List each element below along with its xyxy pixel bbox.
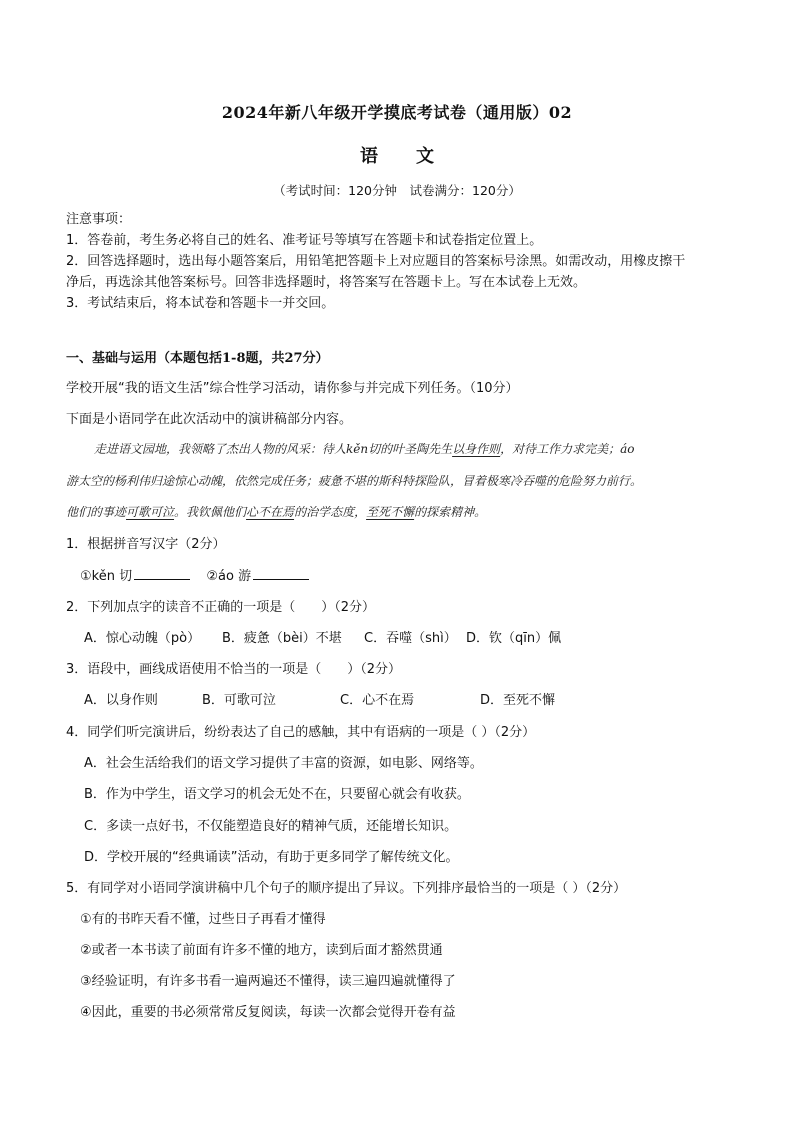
question-4-stem: 4．同学们听完演讲后，纷纷表达了自己的感触，其中有语病的一项是（ ）（2分） — [66, 725, 536, 740]
option-b[interactable]: B．作为中学生，语文学习的机会无处不在，只要留心就会有收获。 — [84, 787, 470, 802]
sentence-3: ③经验证明，有许多书看一遍两遍还不懂得，读三遍四遍就懂得了 — [80, 974, 456, 989]
subject-title: 语文 — [360, 146, 472, 167]
idiom-underlined: 以身作则 — [452, 442, 501, 456]
option-b[interactable]: B．疲惫（bèi）不堪 — [222, 631, 342, 646]
notice-item-2: 2．回答选择题时，选出每小题答案后，用铅笔把答题卡上对应题目的答案标号涂黑。如需改动，用橡皮擦干 — [66, 254, 686, 269]
option-c[interactable]: C．吞噬（shì） — [364, 631, 457, 646]
passage-text: ，对待工作力求完美；áo — [500, 442, 635, 456]
sentence-4: ④因此，重要的书必须常常反复阅读，每读一次都会觉得开卷有益 — [80, 1005, 456, 1020]
passage-text: 。我钦佩他们 — [174, 505, 247, 519]
question-2-options — [84, 627, 561, 646]
notice-item-2-cont: 净后，再选涂其他答案标号。回答非选择题时，将答案写在答题卡上。写在本试卷上无效。 — [66, 275, 587, 290]
idiom-underlined: 可歌可泣 — [126, 505, 175, 519]
answer-blank[interactable] — [253, 567, 309, 580]
notice-item-3: 3．考试结束后，将本试卷和答题卡一并交回。 — [66, 296, 335, 311]
option-a[interactable]: A．以身作则 — [84, 693, 158, 708]
option-d[interactable]: D．钦（qīn）佩 — [466, 631, 562, 646]
passage-text: 的探索精神。 — [414, 505, 487, 519]
passage-line-1 — [94, 440, 635, 457]
idiom-underlined: 心不在焉 — [246, 505, 295, 519]
question-2-stem: 2．下列加点字的读音不正确的一项是（ ）（2分） — [66, 600, 376, 615]
question-1-stem: 1．根据拼音写汉字（2分） — [66, 537, 226, 552]
answer-blank[interactable] — [134, 567, 190, 580]
speech-intro: 下面是小语同学在此次活动中的演讲稿部分内容。 — [66, 412, 353, 427]
option-d[interactable]: D．至死不懈 — [480, 693, 556, 708]
passage-line-3 — [66, 503, 486, 520]
passage-text: 走进语文园地，我领略了杰出人物的风采：待人kěn切的叶圣陶先生 — [94, 442, 453, 456]
option-c[interactable]: C．多读一点好书，不仅能塑造良好的精神气质，还能增长知识。 — [84, 819, 458, 834]
pinyin-a: ①kěn 切 — [80, 569, 133, 584]
notice-heading: 注意事项： — [66, 212, 132, 227]
sentence-1: ①有的书昨天看不懂，过些日子再看才懂得 — [80, 912, 326, 927]
notice-item-1: 1．答卷前，考生务必将自己的姓名、准考证号等填写在答题卡和试卷指定位置上。 — [66, 233, 543, 248]
question-3-options — [84, 689, 555, 708]
option-c[interactable]: C．心不在焉 — [340, 693, 415, 708]
option-a[interactable]: A．惊心动魄（pò） — [84, 631, 201, 646]
question-3-stem: 3．语段中，画线成语使用不恰当的一项是（ ）（2分） — [66, 662, 402, 677]
passage-text: 的治学态度， — [294, 505, 367, 519]
activity-intro: 学校开展“我的语文生活”综合性学习活动，请你参与并完成下列任务。（10分） — [66, 381, 519, 396]
question-1-blanks — [80, 565, 309, 584]
option-b[interactable]: B．可歌可泣 — [202, 693, 276, 708]
idiom-underlined: 至死不懈 — [366, 505, 415, 519]
passage-line-2: 游太空的杨利伟归途惊心动魄，依然完成任务；疲惫不堪的斯科特探险队，冒着极寒冷吞噬的危险努力前行。 — [66, 474, 643, 488]
exam-title: 2024年新八年级开学摸底考试卷（通用版）02 — [221, 103, 573, 122]
section-heading: 一、基础与运用（本题包括1-8题，共27分） — [66, 351, 329, 366]
pinyin-b: ②áo 游 — [206, 569, 252, 584]
exam-time-info: （考试时间：120分钟 试卷满分：120分） — [273, 183, 521, 198]
passage-text: 他们的事迹 — [66, 505, 127, 519]
question-5-stem: 5．有同学对小语同学演讲稿中几个句子的顺序提出了异议。下列排序最恰当的一项是（ ）（2分） — [66, 881, 627, 896]
sentence-2: ②或者一本书读了前面有许多不懂的地方，读到后面才豁然贯通 — [80, 943, 443, 958]
option-a[interactable]: A．社会生活给我们的语文学习提供了丰富的资源，如电影、网络等。 — [84, 756, 483, 771]
option-d[interactable]: D．学校开展的“经典诵读”活动，有助于更多同学了解传统文化。 — [84, 850, 459, 865]
